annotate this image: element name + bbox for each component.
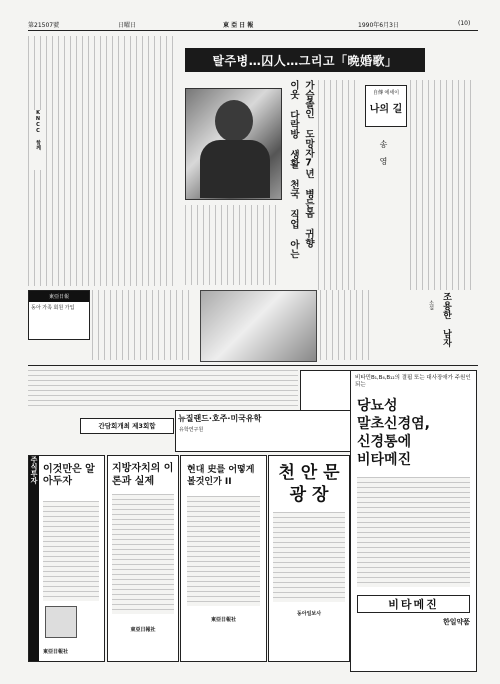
weekday: 日曜日 [118,22,137,29]
subhead-1: 가슴졸인 도망자7년 병든몸 귀향 [303,80,314,248]
vitamin-company: 한일약품 [442,618,470,626]
novel-title: 조용한 남자 [441,292,451,347]
local-gov-publisher: 東亞日報社 [130,627,156,633]
local-gov-ad [107,455,179,662]
mid-left-text [92,290,192,360]
center-article-text [318,80,360,290]
small-subscription-box [28,290,90,340]
vitamin-disease-3: 신경통에 [357,434,412,450]
local-gov-title: 지방자치의 이론과 실제 [112,463,174,487]
left-book-side-label: 주식투자 [29,456,39,661]
headline: 탈주병…囚人…그리고「晩婚歌」 [185,48,425,72]
left-kicker: KNCC 함께 [30,110,42,170]
masthead [28,18,478,31]
vitamin-product: 비타메진 [357,595,470,613]
date: 1990年6月3日 [358,22,399,29]
photo-face [215,100,253,142]
tiananmen-publisher: 동아일보사 [296,611,322,617]
small-box-line: 동아 가족 회원 가입 [31,305,75,311]
seminar-title: 간담회개최 제3회합 [98,422,156,430]
left-article-text [28,36,178,286]
vitamin-disease-4: 비타메진 [357,452,412,468]
small-box-title: 東亞日報 [29,291,89,302]
tiananmen-title: 천 안 문 광 장 [278,463,340,505]
tiananmen-contents [273,512,345,602]
photo-under-text [185,205,280,285]
left-book-title: 이것만은 알아두자 [43,464,95,487]
column-tag-box [365,85,407,127]
classifieds [28,370,298,410]
vitamin-ad [350,370,477,672]
history-book-ad [180,455,267,662]
study-abroad-ad [175,410,352,452]
history-book-contents [187,496,260,606]
tiananmen-book-ad [268,455,350,662]
subhead-2: 이웃 다락방 생활 천국 직업 아는 [288,80,299,259]
left-book-cover [45,606,77,638]
column-tag: 自傳 에세이 [372,90,400,96]
vitamin-disease-2: 말초신경염, [357,416,430,432]
ad-divider [28,365,478,366]
vitamin-body [357,477,470,587]
left-book-publisher: 東亞日報社 [43,649,69,655]
photo-body [200,140,270,198]
history-book-publisher: 東亞日報社 [210,617,236,623]
study-abroad-title: 뉴질랜드·호주·미국유학 [178,414,262,423]
illustration-side-text [320,290,370,360]
right-article-text [410,80,472,290]
paper-name: 東 亞 日 報 [223,22,254,29]
page-number: (10) [458,20,471,27]
left-book-contents [43,501,99,601]
left-book-ad [28,455,105,662]
local-gov-contents [112,494,174,614]
history-book-title: 현대 史를 어떻게 볼것인가 II [187,465,255,487]
seminar-ad [80,418,174,434]
issue-number: 第21507號 [28,22,60,29]
illustration [200,290,317,362]
column-name: 나의 길 [369,104,403,115]
author-name: 송 영 [379,140,388,165]
vitamin-intro: 비타민B₁,B₆,B₁₂의 결핍 또는 대사장애가 주원인되는 [355,375,471,388]
novel-credit: 소설 [428,300,434,310]
vitamin-disease-1: 당뇨성 [357,398,398,414]
study-abroad-org: 유학연구원 [179,427,204,433]
